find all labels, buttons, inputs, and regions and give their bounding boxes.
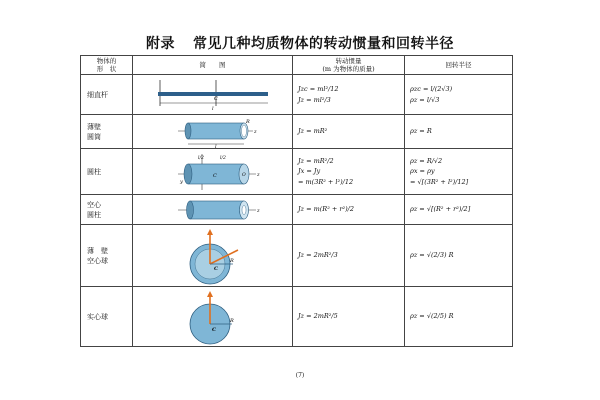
radius-of-gyration-cell: ρz = √[(R² + r²)/2] [405, 195, 513, 225]
half-length-label: l/2 [197, 155, 204, 161]
moment-of-inertia-cell: Jz = 2mR²/5 [293, 287, 405, 347]
center-label: C [213, 95, 218, 102]
tube-left-end [185, 123, 191, 139]
radius-of-gyration-cell: ρz = √(2/5) R [405, 287, 513, 347]
radius-label: R [229, 317, 234, 324]
hollow-cylinder-left-end [186, 201, 193, 219]
title-main: 常见几种均质物体的转动惯量和回转半径 [193, 36, 454, 52]
table-row [81, 149, 513, 195]
hollow-cylinder-inner-hole [242, 205, 246, 214]
header-moment-of-inertia: 转动惯量 (m 为物体的质量) [293, 56, 405, 75]
radius-of-gyration-cell: ρz = R [405, 115, 513, 149]
z-arrow-head [207, 229, 213, 235]
shape-name: 细直杆 [81, 75, 133, 115]
length-label: l [211, 105, 214, 112]
figure-cell [133, 225, 293, 287]
hollow-cylinder-body [190, 201, 244, 219]
thin-rod-diagram [138, 76, 288, 114]
moment-of-inertia-cell: Jzc = ml²/12 Jz = ml²/3 [293, 75, 405, 115]
length-label: l [214, 143, 217, 148]
tube-body [188, 123, 244, 139]
table-row [81, 195, 513, 225]
center-label: C [213, 265, 218, 272]
hollow-sphere-diagram [138, 226, 288, 286]
moment-of-inertia-cell: Jz = m(R² + r²)/2 [293, 195, 405, 225]
header-shape: 物体的 形 状 [81, 56, 133, 75]
shape-name: 空心 圆柱 [81, 195, 133, 225]
table-row [81, 115, 513, 149]
table-row [81, 225, 513, 287]
half-length-label: l/2 [219, 155, 226, 161]
rod-body [158, 92, 268, 96]
z-label: z [256, 171, 260, 178]
center-label: C [211, 326, 216, 333]
moment-of-inertia-cell: Jz = mR² [293, 115, 405, 149]
figure-cell [133, 287, 293, 347]
z-arrow-head [207, 291, 213, 297]
figure-cell [133, 115, 293, 149]
moment-of-inertia-table [80, 55, 513, 347]
y-label: y [179, 178, 183, 185]
radius-label: R [245, 118, 250, 125]
center-label: C [212, 172, 217, 179]
header-radius-of-gyration: 回转半径 [405, 56, 513, 75]
z-label: z [253, 128, 257, 135]
origin-label: O [241, 172, 246, 178]
solid-cylinder-diagram [138, 150, 288, 194]
solid-sphere-diagram [138, 288, 288, 346]
table-header-row [81, 56, 513, 75]
figure-cell [133, 149, 293, 195]
table-row [81, 287, 513, 347]
shape-name: 实心球 [81, 287, 133, 347]
title-prefix: 附录 [146, 36, 175, 52]
thin-walled-tube-diagram [138, 116, 288, 148]
cylinder-left-end [184, 164, 192, 184]
tube-opening [241, 125, 246, 137]
moment-of-inertia-cell: Jz = 2mR²/3 [293, 225, 405, 287]
radius-label: R [229, 257, 234, 264]
hollow-cylinder-diagram [138, 196, 288, 224]
shape-name: 薄壁 圆筒 [81, 115, 133, 149]
page-title [0, 33, 600, 53]
figure-cell [133, 195, 293, 225]
moment-of-inertia-cell: Jz = mR²/2 Jx = Jy = m(3R² + l²)/12 [293, 149, 405, 195]
header-figure: 简 图 [133, 56, 293, 75]
shape-name: 薄 壁 空心球 [81, 225, 133, 287]
radius-of-gyration-cell: ρz = √(2/3) R [405, 225, 513, 287]
z-label: z [256, 207, 260, 214]
radius-of-gyration-cell: ρzc = l/(2√3) ρz = l/√3 [405, 75, 513, 115]
page-number: (7) [295, 372, 305, 379]
table-row [81, 75, 513, 115]
shape-name: 圆柱 [81, 149, 133, 195]
radius-of-gyration-cell: ρz = R/√2 ρx = ρy = √[(3R² + l²)/12] [405, 149, 513, 195]
figure-cell [133, 75, 293, 115]
